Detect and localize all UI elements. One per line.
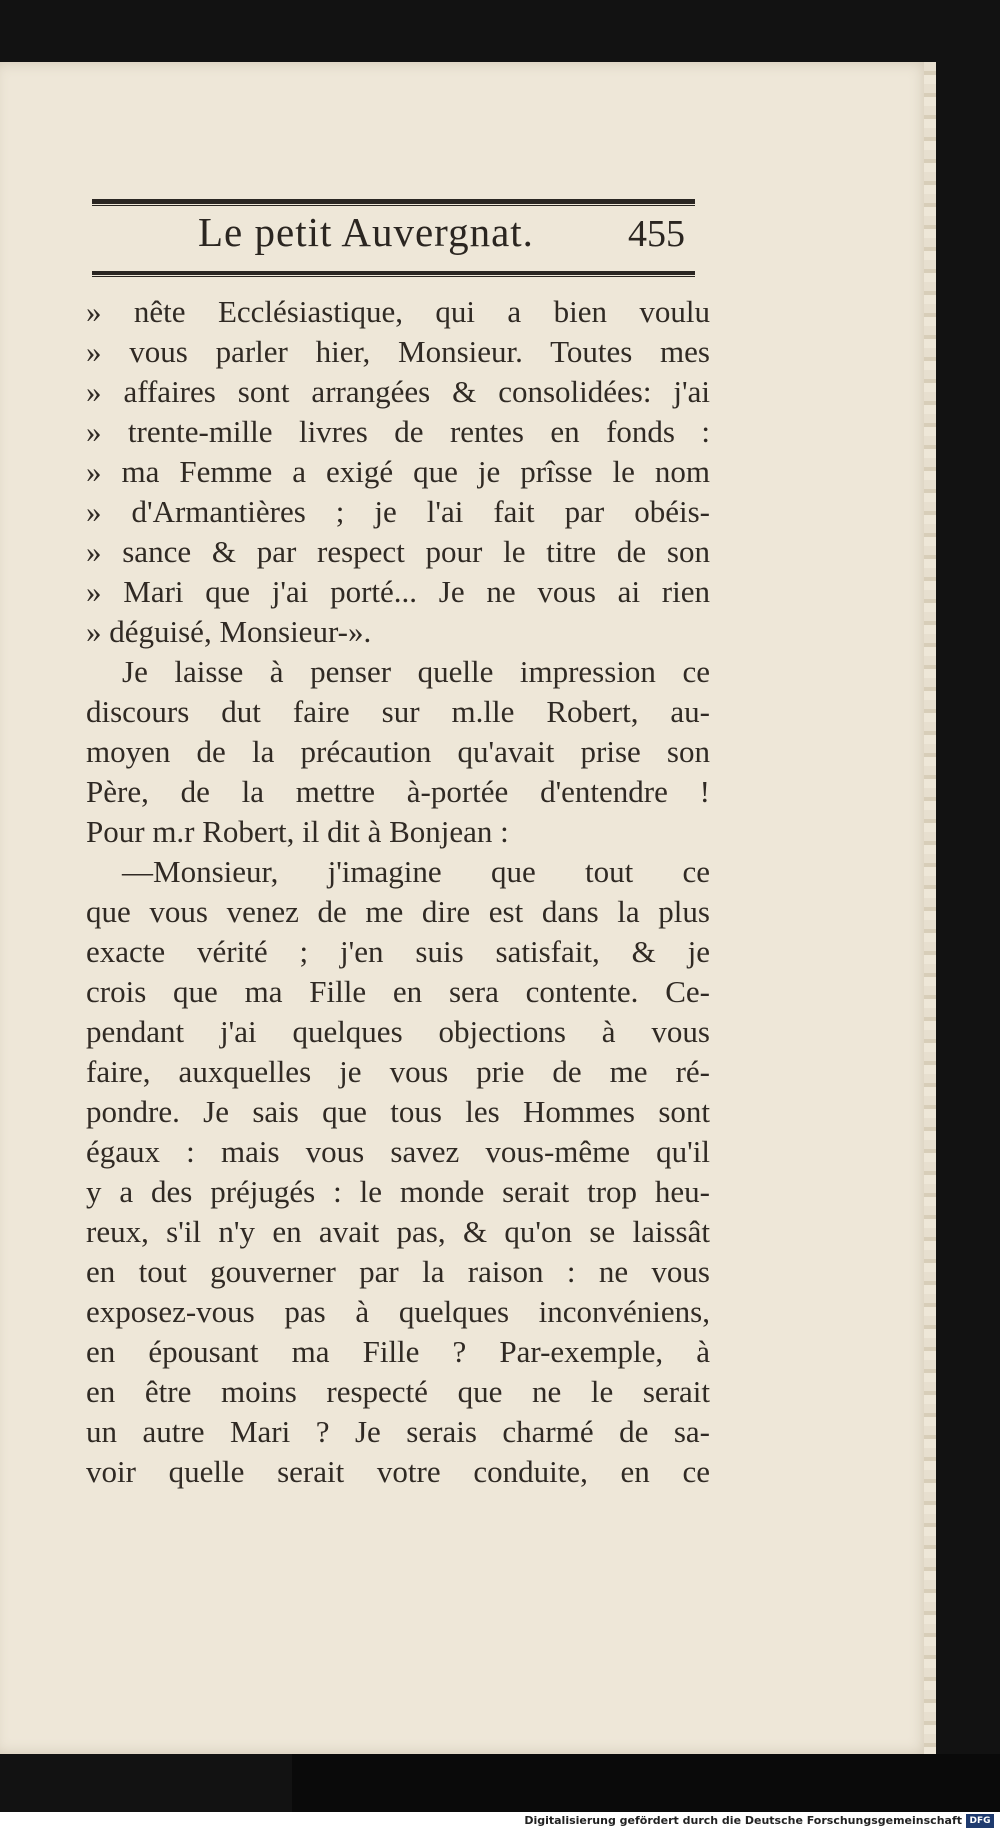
text-line: crois que ma Fille en sera contente. Ce-: [86, 974, 710, 1009]
text-line: » vous parler hier, Monsieur. Toutes mes: [86, 334, 710, 369]
text-line: » déguisé, Monsieur-».: [86, 614, 372, 649]
text-line: pondre. Je sais que tous les Hommes sont: [86, 1094, 710, 1129]
text-line: Pour m.r Robert, il dit à Bonjean :: [86, 814, 509, 849]
header-rule-bottom: [92, 271, 695, 275]
header-rule-top-thin: [92, 205, 695, 206]
text-line: moyen de la précaution qu'avait prise son: [86, 734, 710, 769]
text-line: » ma Femme a exigé que je prîsse le nom: [86, 454, 710, 489]
text-line: reux, s'il n'y en avait pas, & qu'on se laissât: [86, 1214, 710, 1249]
text-line: discours dut faire sur m.lle Robert, au-: [86, 694, 710, 729]
text-line: pendant j'ai quelques objections à vous: [86, 1014, 710, 1049]
digitization-credit: Digitalisierung gefördert durch die Deutsche Forschungsgemeinschaft: [524, 1814, 962, 1827]
text-line: égaux : mais vous savez vous-même qu'il: [86, 1134, 710, 1169]
text-line: » affaires sont arrangées & consolidées: j'ai: [86, 374, 710, 409]
text-line: —Monsieur, j'imagine que tout ce: [122, 854, 710, 889]
text-line: » trente-mille livres de rentes en fonds :: [86, 414, 710, 449]
scan-bottom-shadow: [292, 1754, 1000, 1812]
page-number: 455: [628, 213, 685, 255]
text-line: que vous venez de me dire est dans la plus: [86, 894, 710, 929]
text-line: exacte vérité ; j'en suis satisfait, & je: [86, 934, 710, 969]
header-rule-bottom-thin: [92, 276, 695, 277]
text-line: en épousant ma Fille ? Par-exemple, à: [86, 1334, 710, 1369]
dfg-logo: DFG: [966, 1814, 994, 1828]
text-line: » sance & par respect pour le titre de son: [86, 534, 710, 569]
text-line: » nête Ecclésiastique, qui a bien voulu: [86, 294, 710, 329]
running-title: Le petit Auvergnat.: [198, 209, 534, 255]
text-line: Je laisse à penser quelle impression ce: [122, 654, 710, 689]
text-line: » Mari que j'ai porté... Je ne vous ai rien: [86, 574, 710, 609]
text-line: y a des préjugés : le monde serait trop heu-: [86, 1174, 710, 1209]
text-line: en tout gouverner par la raison : ne vous: [86, 1254, 710, 1289]
body-text: [86, 292, 710, 1492]
text-line: faire, auxquelles je vous prie de me ré-: [86, 1054, 710, 1089]
header-rule-top: [92, 199, 695, 204]
text-line: exposez-vous pas à quelques inconvéniens,: [86, 1294, 710, 1329]
text-line: voir quelle serait votre conduite, en ce: [86, 1454, 710, 1489]
text-line: » d'Armantières ; je l'ai fait par obéis-: [86, 494, 710, 529]
text-line: un autre Mari ? Je serais charmé de sa-: [86, 1414, 710, 1449]
text-line: Père, de la mettre à-portée d'entendre !: [86, 774, 710, 809]
text-line: en être moins respecté que ne le serait: [86, 1374, 710, 1409]
